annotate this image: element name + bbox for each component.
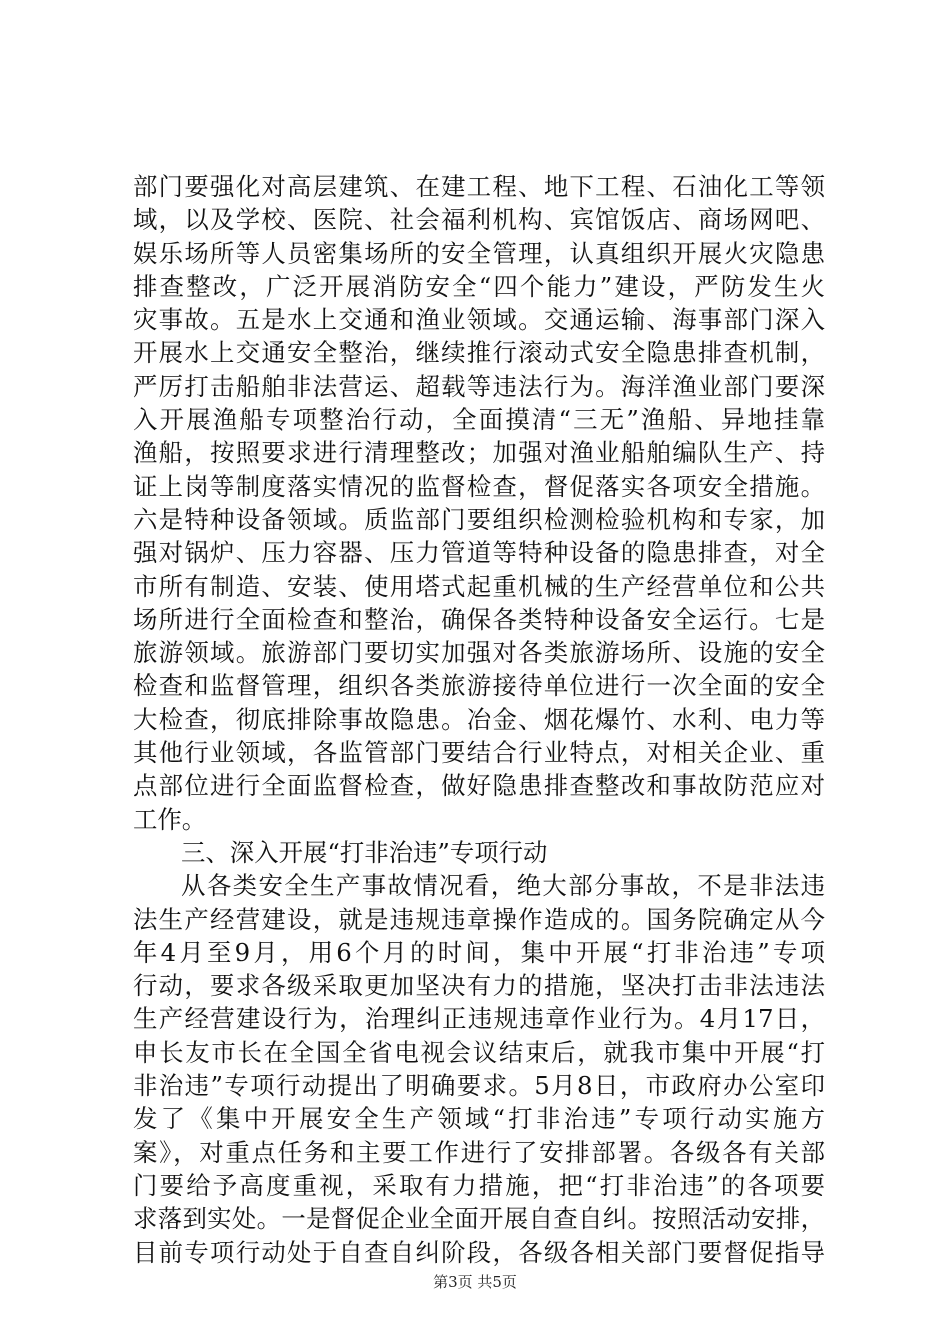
text-line: 渔船，按照要求进行清理整改；加强对渔业船舶编队生产、持 — [133, 438, 825, 468]
paragraph-dafeizhiwei — [133, 869, 825, 1269]
text-line: 场所进行全面检查和整治，确保各类特种设备安全运行。七是 — [133, 604, 825, 634]
text-line: 检查和监督管理，组织各类旅游接待单位进行一次全面的安全 — [133, 671, 825, 701]
text-line: 强对锅炉、压力容器、压力管道等特种设备的隐患排查，对全 — [133, 538, 825, 568]
text-line: 娱乐场所等人员密集场所的安全管理，认真组织开展火灾隐患 — [133, 238, 825, 268]
text-line: 入开展渔船专项整治行动，全面摸清“三无”渔船、异地挂靠 — [133, 405, 825, 435]
text-line: 开展水上交通安全整治，继续推行滚动式安全隐患排查机制， — [133, 338, 825, 368]
text-line: 灾事故。五是水上交通和渔业领域。交通运输、海事部门深入 — [133, 305, 825, 335]
text-line: 年4月至9月，用6个月的时间，集中开展“打非治违”专项 — [133, 937, 825, 967]
text-line: 域，以及学校、医院、社会福利机构、宾馆饭店、商场网吧、 — [133, 205, 825, 235]
text-line: 大检查，彻底排除事故隐患。冶金、烟花爆竹、水利、电力等 — [133, 704, 825, 734]
text-line: 六是特种设备领域。质监部门要组织检测检验机构和专家，加 — [133, 504, 825, 534]
text-line: 工作。 — [133, 804, 207, 834]
text-line: 发了《集中开展安全生产领域“打非治违”专项行动实施方 — [133, 1104, 825, 1134]
text-line: 门要给予高度重视，采取有力措施，把“打非治违”的各项要 — [133, 1170, 825, 1200]
text-line: 三、深入开展“打非治违”专项行动 — [181, 837, 548, 867]
text-line: 其他行业领域，各监管部门要结合行业特点，对相关企业、重 — [133, 738, 825, 768]
text-line: 非治违”专项行动提出了明确要求。5月8日，市政府办公室印 — [133, 1071, 825, 1101]
text-line: 旅游领域。旅游部门要切实加强对各类旅游场所、设施的安全 — [133, 638, 825, 668]
text-line: 严厉打击船舶非法营运、超载等违法行为。海洋渔业部门要深 — [133, 371, 825, 401]
text-line: 案》，对重点任务和主要工作进行了安排部署。各级各有关部 — [133, 1137, 825, 1167]
text-line: 证上岗等制度落实情况的监督检查，督促落实各项安全措施。 — [133, 471, 825, 501]
text-line: 法生产经营建设，就是违规违章操作造成的。国务院确定从今 — [133, 904, 825, 934]
text-line: 点部位进行全面监督检查，做好隐患排查整改和事故防范应对 — [133, 771, 825, 801]
document-body — [133, 170, 825, 1269]
text-line: 行动，要求各级采取更加坚决有力的措施，坚决打击非法违法 — [133, 971, 825, 1001]
text-line: 生产经营建设行为，治理纠正违规违章作业行为。4月17日， — [133, 1004, 825, 1034]
text-line: 排查整改，广泛开展消防安全“四个能力”建设，严防发生火 — [133, 271, 825, 301]
text-line: 部门要强化对高层建筑、在建工程、地下工程、石油化工等领 — [133, 172, 825, 201]
text-line: 市所有制造、安装、使用塔式起重机械的生产经营单位和公共 — [133, 571, 825, 601]
text-line: 从各类安全生产事故情况看，绝大部分事故，不是非法违 — [181, 871, 825, 901]
paragraph-continued — [133, 170, 825, 836]
text-line: 求落到实处。一是督促企业全面开展自查自纠。按照活动安排， — [133, 1204, 825, 1234]
text-line: 目前专项行动处于自查自纠阶段，各级各相关部门要督促指导 — [133, 1237, 825, 1267]
text-line: 申长友市长在全国全省电视会议结束后，就我市集中开展“打 — [133, 1037, 825, 1067]
section-heading — [133, 836, 825, 869]
page-footer: 第3页 共5页 — [433, 1273, 517, 1291]
